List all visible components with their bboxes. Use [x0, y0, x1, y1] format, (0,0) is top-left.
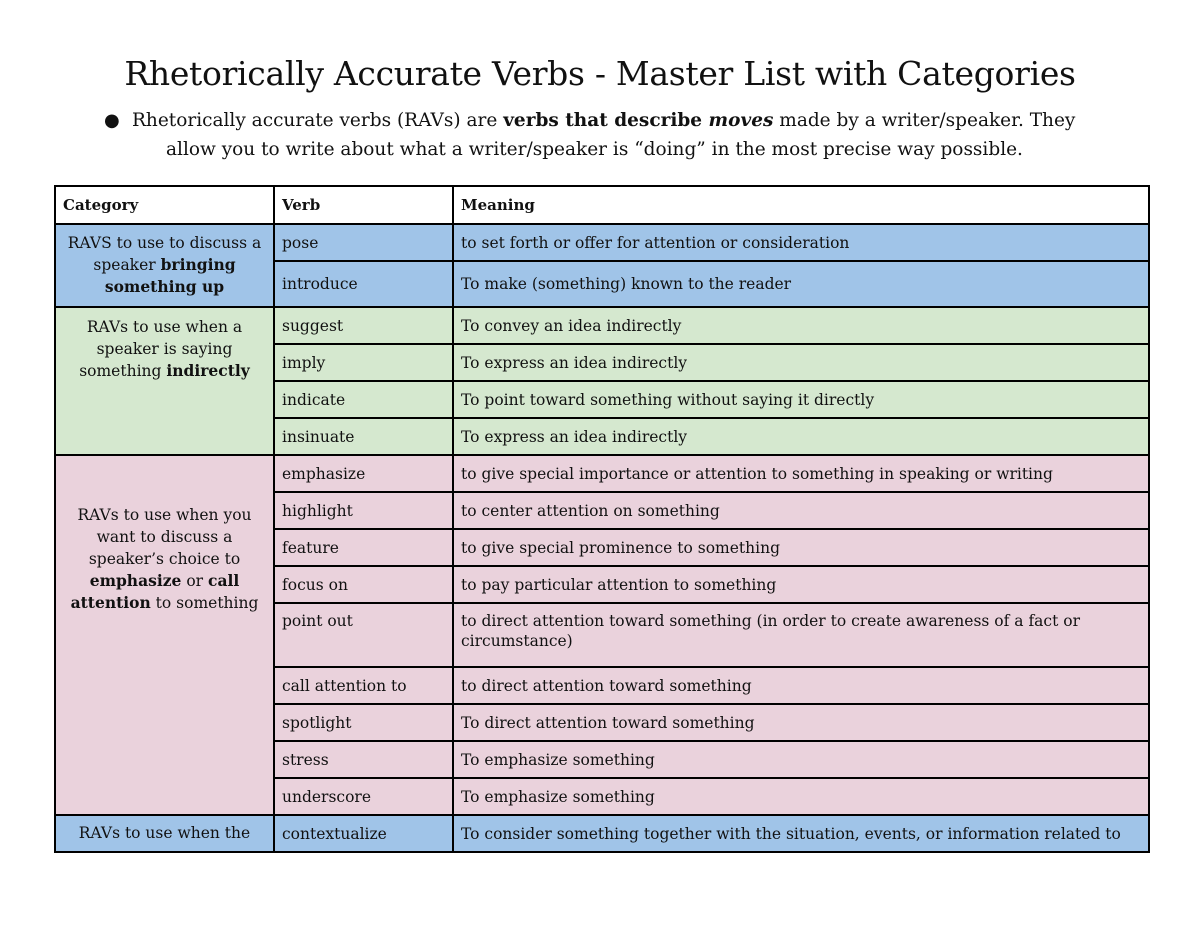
category-text: RAVs to use when you want to discuss a speaker’s choice to [77, 506, 252, 568]
meaning-cell: To consider something together with the situation, events, or information related to [453, 815, 1149, 852]
bullet-icon: ● [104, 110, 120, 131]
verb-cell: insinuate [274, 418, 453, 455]
table-row [55, 224, 1149, 261]
meaning-cell: to center attention on something [453, 492, 1149, 529]
table-row [55, 307, 1149, 344]
category-text: RAVs to use when a speaker is saying something [79, 318, 243, 380]
header-row [55, 186, 1149, 224]
meaning-cell: To emphasize something [453, 778, 1149, 815]
table-row [55, 455, 1149, 492]
intro-emphasis-moves: moves [708, 110, 774, 131]
verb-cell: suggest [274, 307, 453, 344]
meaning-cell: to pay particular attention to something [453, 566, 1149, 603]
verb-cell: point out [274, 603, 453, 667]
category-cell [55, 815, 274, 852]
page-title: Rhetorically Accurate Verbs - Master List with Categories [124, 54, 1076, 93]
category-cell [55, 455, 274, 815]
table-row [55, 815, 1149, 852]
meaning-cell: To convey an idea indirectly [453, 307, 1149, 344]
verb-cell: indicate [274, 381, 453, 418]
intro-line-2: allow you to write about what a writer/speaker is “doing” in the most precise way possible. [166, 139, 1023, 160]
verb-cell: spotlight [274, 704, 453, 741]
verb-cell: emphasize [274, 455, 453, 492]
intro-line-1 [132, 106, 1075, 135]
meaning-cell: to direct attention toward something (in order to create awareness of a fact or circumstance) [453, 603, 1149, 667]
meaning-cell: to set forth or offer for attention or consideration [453, 224, 1149, 261]
intro-text-b: made by a writer/speaker. They [773, 110, 1076, 131]
category-bold-text: indirectly [166, 361, 250, 380]
category-bold-text: call attention [70, 571, 240, 612]
meaning-cell: To make (something) known to the reader [453, 261, 1149, 307]
meaning-cell: To express an idea indirectly [453, 344, 1149, 381]
category-text: or [181, 572, 209, 590]
meaning-cell: to direct attention toward something [453, 667, 1149, 704]
category-text: to something [150, 594, 259, 612]
verbs-table [54, 185, 1150, 853]
verb-cell: feature [274, 529, 453, 566]
verb-cell: highlight [274, 492, 453, 529]
meaning-cell: To direct attention toward something [453, 704, 1149, 741]
header-verb: Verb [274, 186, 453, 224]
category-bold-text: bringing something up [104, 255, 236, 296]
meaning-cell: To emphasize something [453, 741, 1149, 778]
intro-text-a: Rhetorically accurate verbs (RAVs) are [132, 110, 504, 131]
meaning-cell: to give special prominence to something [453, 529, 1149, 566]
intro-bold-text: verbs that describe [503, 110, 709, 131]
verb-cell: call attention to [274, 667, 453, 704]
verb-cell: underscore [274, 778, 453, 815]
header-meaning: Meaning [453, 186, 1149, 224]
verb-cell: introduce [274, 261, 453, 307]
meaning-cell: To express an idea indirectly [453, 418, 1149, 455]
verb-cell: contextualize [274, 815, 453, 852]
verb-cell: focus on [274, 566, 453, 603]
category-text: RAVS to use to discuss a speaker [67, 234, 262, 274]
meaning-cell: To point toward something without saying it directly [453, 381, 1149, 418]
verb-cell: stress [274, 741, 453, 778]
header-category: Category [55, 186, 274, 224]
category-cell [55, 224, 274, 307]
meaning-cell: to give special importance or attention to something in speaking or writing [453, 455, 1149, 492]
category-text: RAVs to use when the [78, 824, 251, 842]
verb-cell: pose [274, 224, 453, 261]
category-cell [55, 307, 274, 455]
verb-cell: imply [274, 344, 453, 381]
category-bold-text: emphasize [89, 571, 182, 590]
